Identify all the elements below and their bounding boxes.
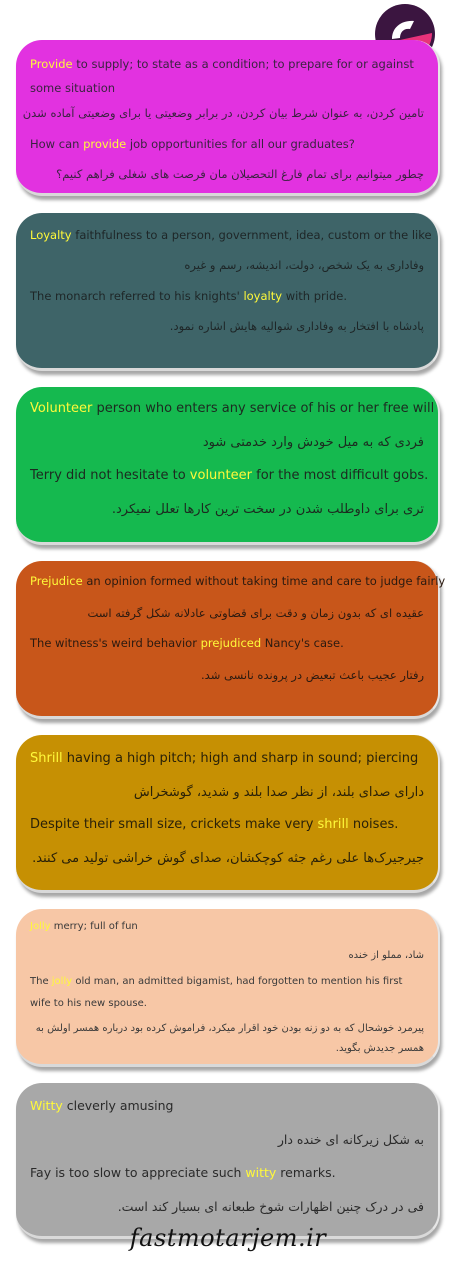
site-url-footer: fastmotarjem.ir (129, 1224, 327, 1252)
persian-example: چطور میتوانیم برای تمام فارغ التحصیلان مان فرصت های شغلی فراهم کنیم؟ (56, 167, 424, 181)
vocab-word: Shrill (30, 751, 63, 766)
example-highlight: provide (83, 137, 127, 151)
persian-definition: عقیده ای که بدون زمان و دقت برای قضاوتی عادلانه شکل گرفته است (87, 606, 424, 620)
vocab-word: Loyalty (30, 228, 72, 242)
vocab-card-shrill (16, 735, 440, 893)
definition-text: having a high pitch; high and sharp in sound; piercing (62, 751, 419, 766)
definition-text: faithfulness to a person, government, idea, custom or the like (71, 228, 432, 242)
example-text: The (30, 976, 52, 987)
example-text: Terry did not hesitate to (30, 468, 190, 483)
definition-line (30, 574, 446, 588)
example-text: How can (30, 137, 84, 151)
vocab-card-loyalty (16, 213, 440, 371)
example-text: Nancy's case. (261, 636, 344, 650)
example-text: Despite their small size, crickets make very (30, 817, 318, 832)
vocab-card-jolly (16, 909, 440, 1067)
persian-example: رفتار عجیب باعث تبعیض در پرونده نانسی شد. (201, 668, 424, 682)
example-sentence (30, 1165, 424, 1180)
persian-definition: شاد، مملو از خنده (348, 950, 424, 961)
vocab-word: Volunteer (30, 401, 93, 416)
persian-example: تری برای داوطلب شدن در سخت ترین کارها تعلل نمیکرد. (111, 502, 424, 517)
example-text: noises. (348, 817, 399, 832)
example-sentence (30, 468, 429, 483)
definition-line (30, 751, 424, 766)
example-text: The witness's weird behavior (30, 636, 201, 650)
persian-example: پادشاه با افتخار به وفاداری شوالیه هایش اشاره نمود. (169, 319, 424, 333)
persian-definition: به شکل زیرکانه ای خنده دار (277, 1132, 424, 1147)
example-highlight: jolly (51, 976, 73, 987)
example-text: for the most difficult gobs. (251, 468, 429, 483)
definition-text: cleverly amusing (62, 1098, 174, 1113)
example-sentence (30, 289, 424, 303)
persian-definition: تامین کردن، به عنوان شرط بیان کردن، در برابر وضعیتی یا برای وضعیتی آماده شدن (22, 106, 424, 120)
example-highlight: shrill (317, 817, 349, 832)
persian-definition: دارای صدای بلند، از نظر صدا بلند و شدید، گوشخراش (133, 785, 424, 800)
persian-definition: وفاداری به یک شخص، دولت، اندیشه، رسم و غیره (184, 258, 424, 272)
vocab-word: Witty (30, 1098, 63, 1113)
vocab-card-provide (16, 40, 440, 196)
example-sentence (30, 971, 424, 1015)
vocab-card-volunteer (16, 387, 440, 545)
example-text: Fay is too slow to appreciate such (30, 1165, 246, 1180)
example-text: job opportunities for all our graduates? (126, 137, 355, 151)
example-highlight: witty (245, 1165, 277, 1180)
definition-text: an opinion formed without taking time and care to judge fairly (82, 574, 446, 588)
definition-text: to supply; to state as a condition; to prepare for or against some situation (30, 57, 414, 95)
example-highlight: loyalty (243, 289, 283, 303)
definition-text: merry; full of fun (50, 921, 138, 932)
example-text: with pride. (282, 289, 348, 303)
example-highlight: prejudiced (200, 636, 262, 650)
vocab-word: Prejudice (30, 574, 83, 588)
persian-example: جیرجیرک‌ها علی رغم جثه کوچکشان، صدای گوش خراشی تولید می کنند. (32, 851, 424, 866)
example-text: The monarch referred to his knights' (30, 289, 244, 303)
definition-line (30, 921, 424, 932)
example-highlight: volunteer (189, 468, 252, 483)
example-text: remarks. (276, 1165, 336, 1180)
definition-line (30, 401, 435, 416)
vocab-card-witty (16, 1083, 440, 1239)
vocab-card-prejudice (16, 561, 446, 719)
persian-example: فی در درک چنین اظهارات شوخ طبعانه ای بسیار کند است. (117, 1199, 424, 1214)
definition-line (30, 1098, 424, 1113)
definition-text: person who enters any service of his or her free will (92, 401, 435, 416)
example-sentence (30, 137, 424, 151)
definition-line (30, 52, 424, 100)
example-sentence (30, 636, 424, 650)
example-sentence (30, 817, 424, 832)
persian-example: پیرمرد خوشحال که به دو زنه بودن خود اقرار میکرد، فراموش کرده بود درباره همسر اولش به همسر جدیدش بگوید. (35, 1023, 424, 1054)
example-text: old man, an admitted bigamist, had forgotten to mention his first wife to his new spouse. (30, 976, 403, 1009)
definition-line (30, 228, 432, 242)
persian-definition: فردی که به میل خودش وارد خدمتی شود (202, 435, 424, 450)
vocab-word: Provide (30, 57, 73, 71)
vocab-word: Jolly (30, 921, 51, 932)
